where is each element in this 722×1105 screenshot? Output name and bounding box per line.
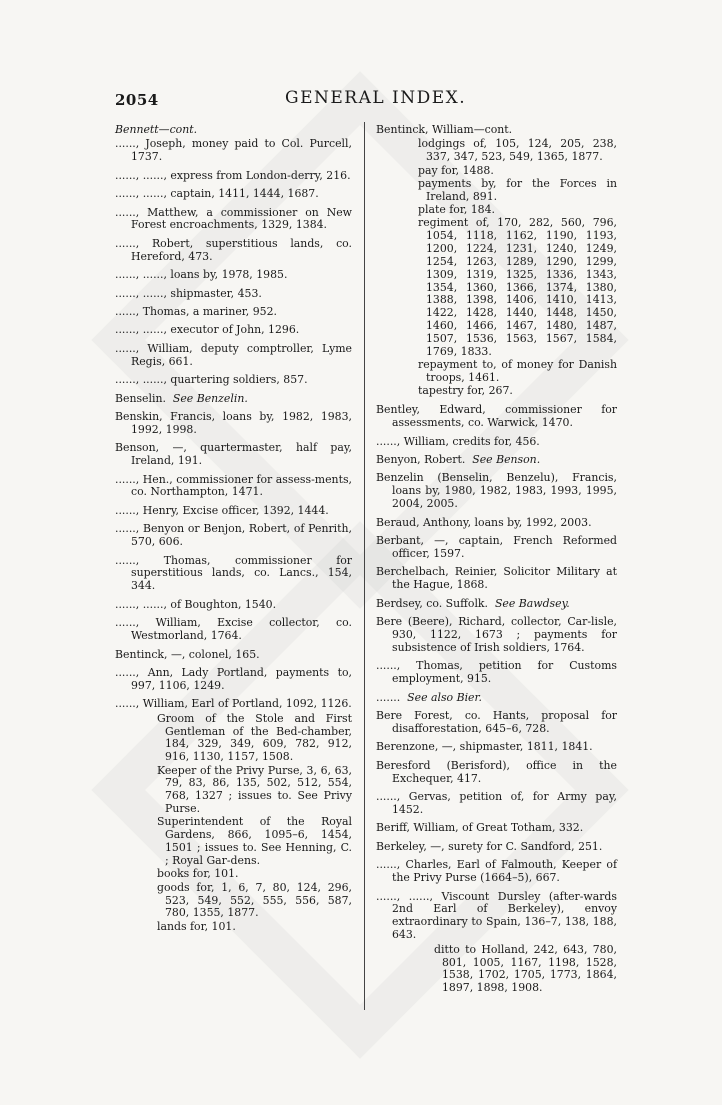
index-entry: ......, ......, loans by, 1978, 1985. [115,268,288,282]
index-entry: Bere Forest, co. Hants, proposal for disafforestation, 645–6, 728. [376,709,617,735]
entry-text: ....... [376,690,401,704]
index-subentry: lands for, 101. [157,919,236,933]
left-column [115,124,352,934]
index-entry: Bentinck, —, colonel, 165. [115,647,260,661]
index-entry: Bennett—cont. [115,123,198,136]
index-subentry: payments by, for the Forces in Ireland, 891. [418,176,617,203]
index-entry [115,393,352,406]
entry-text: Benyon, Robert. [376,453,466,467]
index-entry: ......, ......, Viscount Dursley (after-wards 2nd Earl of Berkeley), envoy extraordinary to Spain, 136–7, 138, 188, 643. [376,889,617,942]
running-title: GENERAL INDEX. [285,88,467,108]
index-entry [376,598,617,611]
cross-reference: See Bawdsey. [494,596,570,610]
index-entry: ......, Charles, Earl of Falmouth, Keeper of the Privy Purse (1664–5), 667. [376,858,617,885]
index-subentry: books for, 101. [157,867,239,881]
cross-reference: See Benzelin. [172,391,248,405]
index-entry: Beriff, William, of Great Totham, 332. [376,821,584,835]
index-entry: ......, William, deputy comptroller, Lyme Regis, 661. [115,341,352,368]
index-entry: Berbant, —, captain, French Reformed officer, 1597. [376,534,617,560]
right-column [376,124,617,996]
index-subentry: repayment to, of money for Danish troops, 1461. [418,358,617,385]
index-subentry: goods for, 1, 6, 7, 80, 124, 296, 523, 549, 552, 555, 556, 587, 780, 1355, 1877. [157,880,352,920]
index-entry: ......, ......, captain, 1411, 1444, 1687. [115,187,319,201]
index-entry: Berenzone, —, shipmaster, 1811, 1841. [376,740,593,754]
index-entry: Benzelin (Benselin, Benzelu), Francis, loans by, 1980, 1982, 1983, 1993, 1995, 2004, 2005. [376,471,617,511]
index-entry: ......, Thomas, commissioner for superstitious lands, co. Lancs., 154, 344. [115,553,352,593]
index-subentry: Groom of the Stole and First Gentleman of the Bed-chamber, 184, 329, 349, 609, 782, 912, 916, 1130, 1157, 1508. [157,711,352,764]
index-entry: ......, Benyon or Benjon, Robert, of Penrith, 570, 606. [115,522,352,549]
index-entry: ......, Matthew, a commissioner on New Forest encroachments, 1329, 1384. [115,205,352,232]
index-subentry: pay for, 1488. [418,163,494,177]
entry-text: Berdsey, co. Suffolk. [376,596,488,610]
index-entry: Benskin, Francis, loans by, 1982, 1983, 1992, 1998. [115,409,352,436]
index-entry: ......, ......, executor of John, 1296. [115,323,300,337]
index-subentry: Superintendent of the Royal Gardens, 866, 1095–6, 1454, 1501 ; issues to. See Henning, C. ; Royal Gar-dens. [157,815,352,868]
cross-reference: See also Bier. [407,690,482,704]
index-entry: ......, William, Earl of Portland, 1092, 1126. [115,697,352,711]
index-subentry: lodgings of, 105, 124, 205, 238, 337, 347, 523, 549, 1365, 1877. [418,137,617,164]
index-entry: ......, William, credits for, 456. [376,434,540,448]
index-entry: ......, Gervas, petition of, for Army pay, 1452. [376,790,617,816]
column-divider [364,122,365,1010]
index-entry: Beraud, Anthony, loans by, 1992, 2003. [376,515,592,529]
cross-reference: See Benson. [472,453,541,467]
index-entry: ......, ......, express from London-derry, 216. [115,168,351,182]
index-subentry: plate for, 184. [418,202,495,216]
index-entry: Beresford (Berisford), office in the Exchequer, 417. [376,758,617,785]
index-entry: Benson, —, quartermaster, half pay, Ireland, 191. [115,441,352,468]
index-entry: ......, William, Excise collector, co. Westmorland, 1764. [115,616,352,643]
index-entry: ......, Joseph, money paid to Col. Purcell, 1737. [115,137,352,164]
index-entry: ......, Thomas, a mariner, 952. [115,304,277,318]
index-entry: ......, ......, quartering soldiers, 857. [115,373,308,387]
index-entry: Berkeley, —, surety for C. Sandford, 251. [376,839,603,853]
entry-text: Benselin. [115,391,166,405]
index-entry [376,454,617,467]
index-subentry: ditto to Holland, 242, 643, 780, 801, 1005, 1167, 1198, 1528, 1538, 1702, 1705, 1773, 1864, 1897, 1898, 1908. [434,942,617,995]
index-entry: ......, ......, shipmaster, 453. [115,286,262,300]
index-subentry: Keeper of the Privy Purse, 3, 6, 63, 79, 83, 86, 135, 502, 512, 554, 768, 1327 ; issues to. See Privy Purse. [157,763,352,816]
index-entry: Bentley, Edward, commissioner for assessments, co. Warwick, 1470. [376,403,617,430]
index-entry [376,692,617,705]
index-entry: ......, Hen., commissioner for assess-ments, co. Northampton, 1471. [115,472,352,499]
index-subentry: tapestry for, 267. [418,384,513,398]
index-entry: ......, Ann, Lady Portland, payments to, 997, 1106, 1249. [115,665,352,692]
page-number: 2054 [115,91,159,109]
index-subentry: regiment of, 170, 282, 560, 796, 1054, 1118, 1162, 1190, 1193, 1200, 1224, 1231, 1240, 1249, 1254, 1263, 1289, 1290, 1299, 1309, 1319, 1325, 1336, 1343, 1354, 1360, 1366, 1374, 1380, 1388, 1398, 1406, 1410, 1413, 1422, 1428, 1440, 1448, 1450, 1460, 1466, 1467, 1480, 1487, 1507, 1536, 1563, 1567, 1584, 1769, 1833. [418,216,617,359]
index-entry: Bere (Beere), Richard, collector, Car-lisle, 930, 1122, 1673 ; payments for subsistence of Irish soldiers, 1764. [376,615,617,654]
index-entry: Berchelbach, Reinier, Solicitor Military at the Hague, 1868. [376,565,617,592]
index-entry: ......, Robert, superstitious lands, co. Hereford, 473. [115,236,352,263]
index-entry: ......, ......, of Boughton, 1540. [115,597,277,611]
index-entry: Bentinck, William—cont. [376,123,513,136]
index-entry: ......, Thomas, petition for Customs employment, 915. [376,659,617,686]
index-entry: ......, Henry, Excise officer, 1392, 1444. [115,503,329,517]
